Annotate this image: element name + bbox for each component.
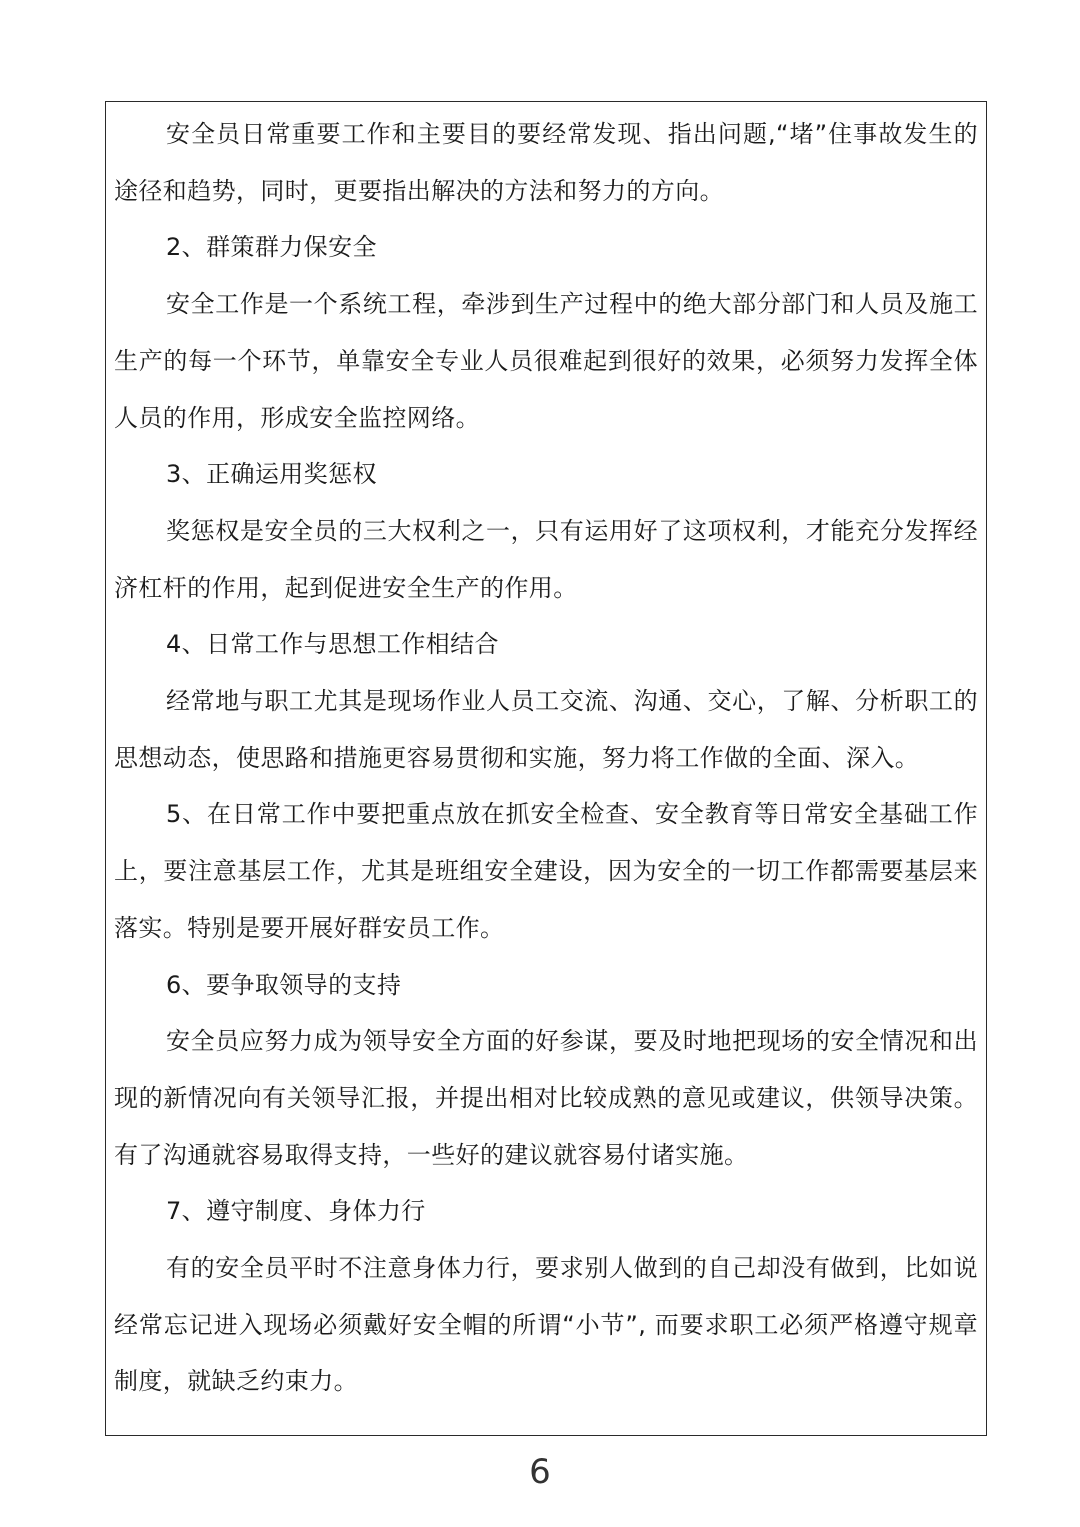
heading-4: 4、日常工作与思想工作相结合: [166, 630, 499, 659]
paragraph-4: 经常地与职工尤其是现场作业人员工交流、沟通、交心，了解、分析职工的思想动态，使思路和措施更容易贯彻和实施，努力将工作做的全面、深入。: [114, 687, 978, 772]
heading-2: 2、群策群力保安全: [166, 233, 377, 262]
heading-3: 3、正确运用奖惩权: [166, 460, 377, 489]
paragraph-2: 安全工作是一个系统工程，牵涉到生产过程中的绝大部分部门和人员及施工生产的每一个环节，单靠安全专业人员很难起到很好的效果，必须努力发挥全体人员的作用，形成安全监控网络。: [114, 290, 978, 432]
paragraph-6: 安全员应努力成为领导安全方面的好参谋，要及时地把现场的安全情况和出现的新情况向有关领导汇报，并提出相对比较成熟的意见或建议，供领导决策。有了沟通就容易取得支持，一些好的建议就容易付诸实施。: [114, 1027, 978, 1169]
content-frame: [105, 101, 987, 1436]
heading-7: 7、遵守制度、身体力行: [166, 1197, 426, 1226]
paragraph-7: 有的安全员平时不注意身体力行，要求别人做到的自己却没有做到，比如说经常忘记进入现场必须戴好安全帽的所谓“小节”, 而要求职工必须严格遵守规章制度，就缺乏约束力。: [114, 1254, 978, 1396]
paragraph-5: 5、在日常工作中要把重点放在抓安全检查、安全教育等日常安全基础工作上，要注意基层工作，尤其是班组安全建设，因为安全的一切工作都需要基层来落实。特别是要开展好群安员工作。: [114, 800, 978, 942]
document-body: [114, 106, 978, 1410]
page-number: 6: [529, 1452, 551, 1492]
paragraph-intro: 安全员日常重要工作和主要目的要经常发现、指出问题,“堵”住事故发生的途径和趋势，同时，更要指出解决的方法和努力的方向。: [114, 120, 978, 205]
heading-6: 6、要争取领导的支持: [166, 970, 402, 999]
paragraph-3: 奖惩权是安全员的三大权利之一，只有运用好了这项权利，才能充分发挥经济杠杆的作用，起到促进安全生产的作用。: [114, 516, 978, 602]
